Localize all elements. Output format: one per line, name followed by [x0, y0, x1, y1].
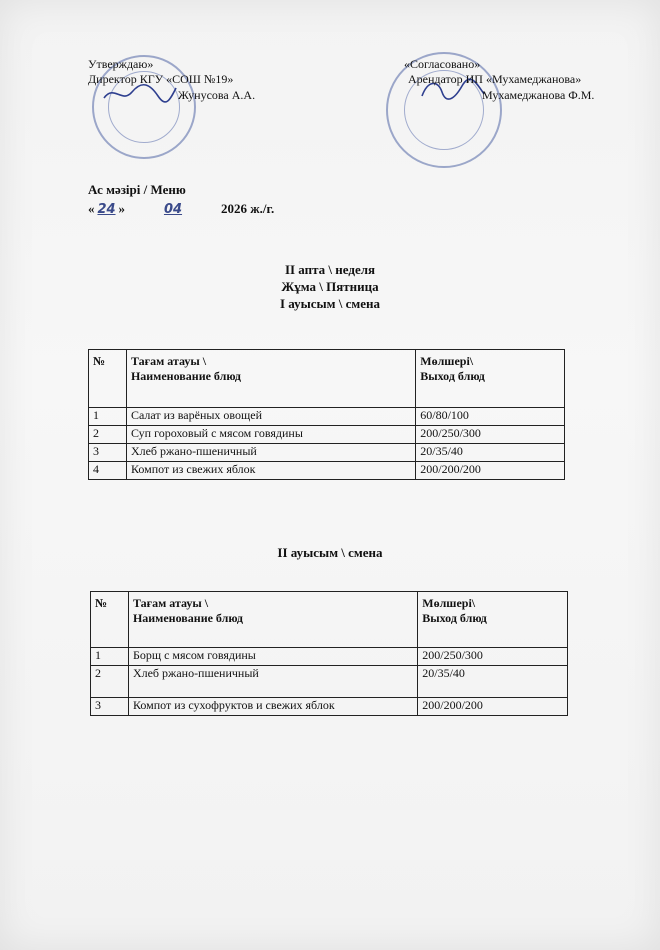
header-dish: Тағам атауы \ Наименование блюд: [128, 592, 417, 648]
table-header-row: [89, 350, 565, 408]
table-row: 2 Хлеб ржано-пшеничный 20/35/40: [91, 666, 568, 698]
shift2-table: [90, 591, 568, 716]
approve-label: Утверждаю»: [88, 57, 154, 71]
header-num: №: [89, 350, 127, 408]
day-label: Жұма \ Пятница: [281, 279, 379, 294]
table-row: 1 Салат из варёных овощей 60/80/100: [89, 408, 565, 426]
agree-label: «Согласовано»: [404, 57, 481, 71]
table-row: 1 Борщ с мясом говядины 200/250/300: [91, 648, 568, 666]
header-dish: Тағам атауы \ Наименование блюд: [126, 350, 415, 408]
week-label: II апта \ неделя: [284, 262, 376, 277]
table-row: 4 Компот из свежих яблок 200/200/200: [89, 462, 565, 480]
date-year: 2026 ж./г.: [221, 201, 275, 216]
menu-date: « 24 » 04 2026 ж./г.: [88, 201, 275, 217]
renter-name: Мухамеджанова Ф.М.: [482, 88, 595, 102]
header-num: №: [91, 592, 129, 648]
renter-title: Арендатор ИП «Мухамеджанова»: [408, 72, 582, 86]
director-title: Директор КГУ «СОШ №19»: [88, 72, 234, 86]
shift1-title: I ауысым \ смена: [279, 296, 381, 311]
table-row: 3 Хлеб ржано-пшеничный 20/35/40: [89, 444, 565, 462]
header-yield: Мөлшері\ Выход блюд: [416, 350, 565, 408]
shift2-title: II ауысым \ смена: [277, 545, 383, 560]
date-month: 04: [163, 202, 183, 217]
table-header-row: [91, 592, 568, 648]
table-row: 2 Суп гороховый с мясом говядины 200/250/300: [89, 426, 565, 444]
menu-title: Ас мәзірі / Меню: [88, 182, 186, 197]
date-day: 24: [97, 202, 116, 217]
director-name: Жунусова А.А.: [178, 88, 256, 102]
header-yield: Мөлшері\ Выход блюд: [418, 592, 568, 648]
shift1-table: [88, 349, 565, 480]
table-row: 3 Компот из сухофруктов и свежих яблок 200/200/200: [91, 698, 568, 716]
